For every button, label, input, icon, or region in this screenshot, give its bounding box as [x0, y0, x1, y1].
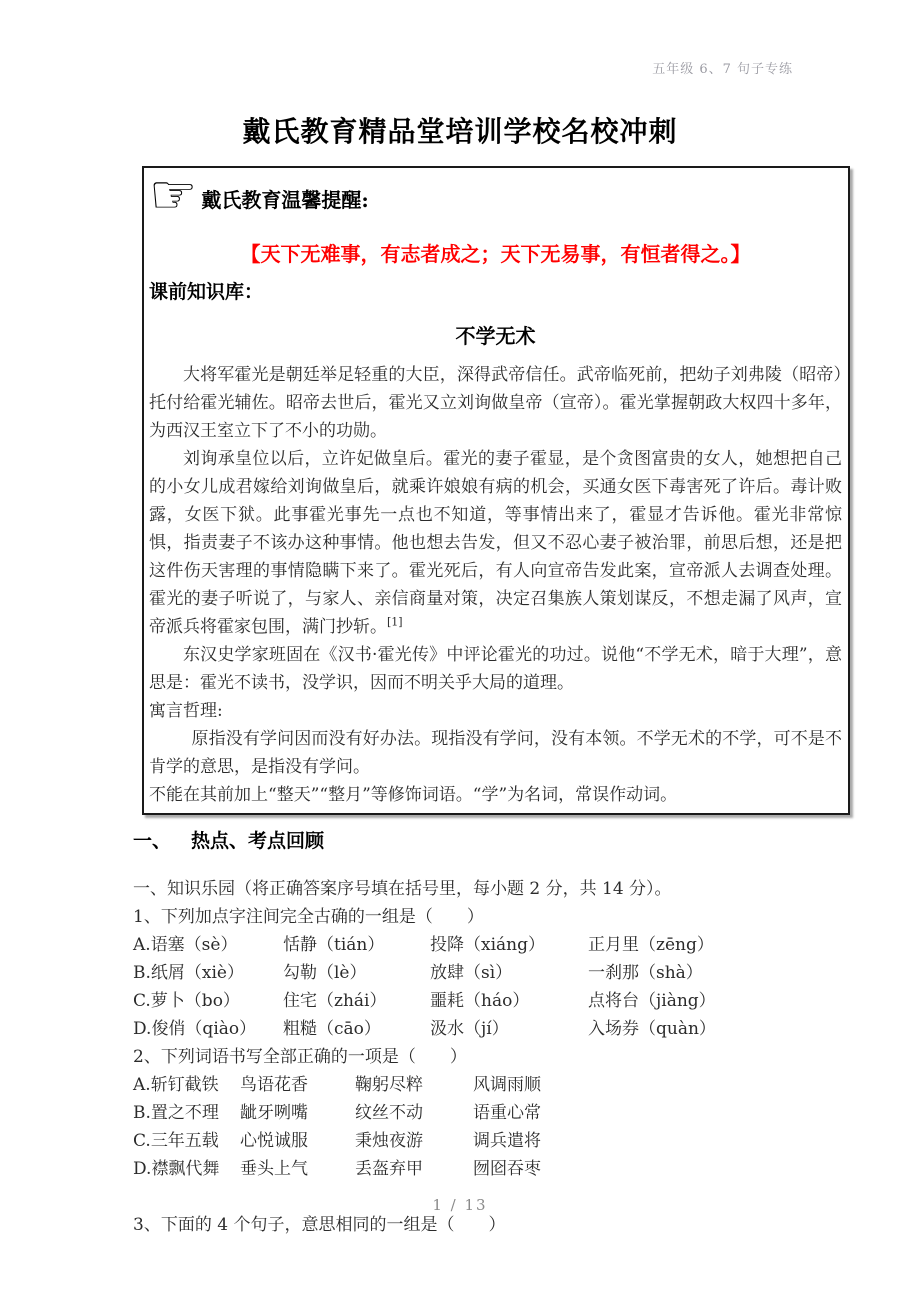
page-title: 戴氏教育精品堂培训学校名校冲刺 [242, 115, 678, 148]
page-number: 1 / 13 [432, 1196, 488, 1214]
story-paragraph-1: 大将军霍光是朝廷举足轻重的大臣，深得武帝信任。武帝临死前，把幼子刘弗陵（昭帝）托付给霍光辅佐。昭帝去世后，霍光又立刘询做皇帝（宣帝）。霍光掌握朝政大权四十多年，为西汉王室立下了不小的功勋。 [149, 365, 842, 441]
section-number: 一、 [133, 830, 172, 852]
option-cell [133, 1071, 240, 1099]
option-item: 住宅（zhái） [283, 991, 387, 1011]
option-cell [133, 1155, 240, 1183]
pointing-hand-icon: ☞ [149, 163, 198, 226]
q2-option-row-b [133, 1099, 850, 1127]
option-item: 粗糙（cāo） [283, 1019, 381, 1039]
q2-option-row-c [133, 1127, 850, 1155]
moral-label: 寓言哲理: [149, 701, 223, 721]
option-item: 噩耗（háo） [430, 991, 530, 1011]
q1-option-row-c [133, 987, 850, 1015]
notice-box [142, 163, 850, 815]
option-label: B. [133, 963, 151, 983]
story-title: 不学无术 [455, 324, 536, 348]
option-item: 语塞（sè） [150, 935, 238, 955]
option-item: 入场券（quàn） [588, 1019, 716, 1039]
story-paragraph-2 [149, 445, 842, 641]
section-title: 热点、考点回顾 [191, 830, 325, 852]
option-item: 鸟语花香 [240, 1075, 308, 1095]
option-cell [133, 1015, 283, 1043]
option-item: 风调雨顺 [473, 1075, 541, 1095]
option-item: 萝卜（bo） [150, 991, 240, 1011]
option-item: 纹丝不动 [355, 1103, 423, 1123]
option-item: 秉烛夜游 [355, 1131, 423, 1151]
option-label: D. [133, 1159, 152, 1179]
option-cell [133, 931, 283, 959]
q1-option-row-b [133, 959, 850, 987]
option-cell [133, 1099, 240, 1127]
question-3-stem: 3、下面的 4 个句子，意思相同的一组是（ ） [133, 1215, 506, 1235]
question-2-stem: 2、下列词语书写全部正确的一项是（ ） [133, 1047, 467, 1067]
option-item: 囫囵吞枣 [473, 1159, 541, 1179]
option-label: A. [133, 935, 151, 955]
option-item: 恬静（tián） [283, 935, 385, 955]
moral-text: 原指没有学问因而没有好办法。现指没有学问，没有本领。不学无术的不学，可不是不肯学的意思，是指没有学问。 [149, 729, 842, 777]
option-item: 一刹那（shà） [588, 963, 703, 983]
option-item: 心悦诚服 [240, 1131, 308, 1151]
story-paragraph-2-text: 刘询承皇位以后，立许妃做皇后。霍光的妻子霍显，是个贪图富贵的女人，她想把自己的小女儿成君嫁给刘询做皇后，就乘许娘娘有病的机会，买通女医下毒害死了许后。毒计败露，女医下狱。此事霍光事先一点也不知道，等事情出来了，霍显才告诉他。霍光非常惊惧，指责妻子不该办这种事情。他也想去告发，但又不忍心妻子被治罪，前思后想，还是把这件伤天害理的事情隐瞒下来了。霍光死后，有人向宣帝告发此案，宣帝派人去调查处理。霍光的妻子听说了，与家人、亲信商量对策，决定召集族人策划谋反，不想走漏了风声，宣帝派兵将霍家包围，满门抄斩。 [149, 449, 842, 637]
usage-note: 不能在其前加上“整天”“整月”等修饰词语。“学”为名词，常误作动词。 [149, 785, 678, 805]
option-item: 垂头上气 [240, 1159, 308, 1179]
option-label: B. [133, 1103, 151, 1123]
section-heading [133, 826, 850, 853]
option-label: C. [133, 991, 151, 1011]
motto-text: 【天下无难事，有志者成之；天下无易事，有恒者得之。】 [240, 242, 751, 266]
q2-option-row-d [133, 1155, 850, 1183]
option-item: 丢盔弃甲 [355, 1159, 423, 1179]
question-1-stem: 1、下列加点字注间完全古确的一组是（ ） [133, 907, 484, 927]
story-paragraph-3: 东汉史学家班固在《汉书·霍光传》中评论霍光的功过。说他“不学无术，暗于大理”，意思是：霍光不读书，没学识，因而不明关乎大局的道理。 [149, 645, 842, 693]
option-cell [133, 987, 283, 1015]
option-item: 勾勒（lè） [283, 963, 367, 983]
option-item: 汲水（jí） [430, 1019, 509, 1039]
option-item: 龇牙咧嘴 [240, 1103, 308, 1123]
q1-option-row-a [133, 931, 850, 959]
main-content [133, 826, 850, 1239]
option-cell [133, 959, 283, 987]
option-label: C. [133, 1131, 151, 1151]
option-item: 正月里（zēng） [588, 935, 714, 955]
option-item: 放肆（sì） [430, 963, 513, 983]
option-item: 语重心常 [473, 1103, 541, 1123]
q2-option-row-a [133, 1071, 850, 1099]
option-label: A. [133, 1075, 151, 1095]
reminder-label: 戴氏教育温馨提醒: [201, 187, 369, 212]
option-item: 纸屑（xiè） [150, 963, 244, 983]
q1-option-row-d [133, 1015, 850, 1043]
option-cell [133, 1127, 240, 1155]
reminder-row [149, 163, 842, 226]
option-item: 点将台（jiàng） [588, 991, 716, 1011]
option-item: 襟飘代舞 [151, 1159, 220, 1179]
footnote-ref: [1] [387, 615, 403, 629]
option-item: 斩钉截铁 [150, 1075, 219, 1095]
option-item: 调兵遣将 [473, 1131, 541, 1151]
option-item: 投降（xiáng） [430, 935, 545, 955]
option-item: 俊俏（qiào） [151, 1019, 257, 1039]
knowledge-base-label: 课前知识库： [149, 281, 264, 303]
page-header-label: 五年级 6、7 句子专练 [652, 62, 793, 77]
option-item: 三年五载 [150, 1131, 219, 1151]
option-item: 置之不理 [150, 1103, 219, 1123]
quiz-intro: 一、知识乐园（将正确答案序号填在括号里，每小题 2 分，共 14 分）。 [133, 879, 672, 899]
option-label: D. [133, 1019, 152, 1039]
option-item: 鞠躬尽粹 [355, 1075, 423, 1095]
